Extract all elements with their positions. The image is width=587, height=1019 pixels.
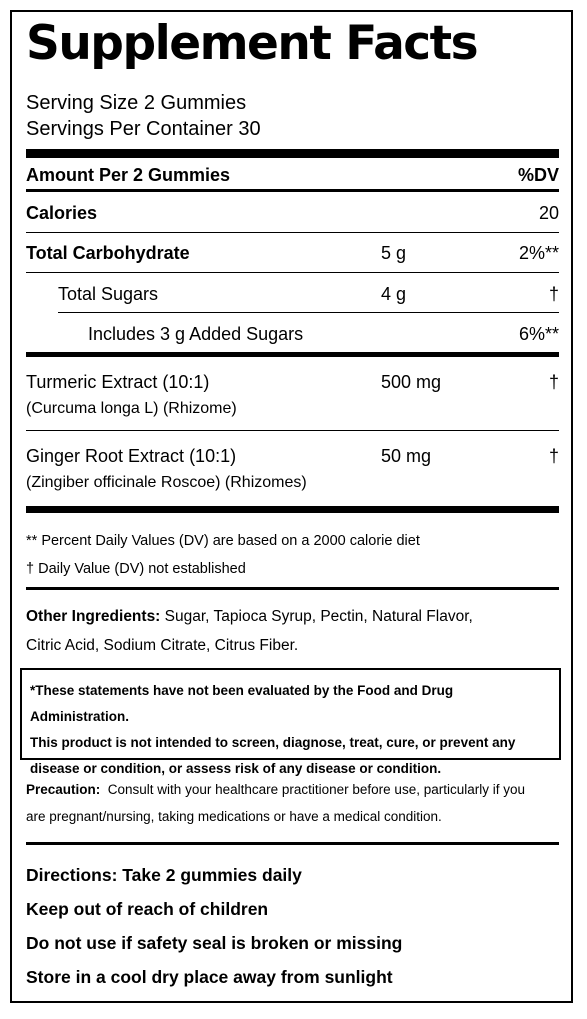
thick-divider: [26, 352, 559, 357]
thin-divider: [26, 272, 559, 273]
thin-divider: [58, 312, 559, 313]
panel-content: [26, 12, 559, 1001]
nutrient-dv: 6%**: [518, 324, 559, 344]
extract-dv: †: [548, 446, 559, 466]
nutrient-amount: 5 g: [381, 243, 407, 263]
precaution-line2: are pregnant/nursing, taking medications or have a medical condition.: [26, 809, 442, 824]
footnote-dagger: † Daily Value (DV) not established: [26, 561, 246, 577]
extract-dv: †: [548, 372, 559, 392]
fda-statement-line: This product is not intended to screen, diagnose, treat, cure, or prevent any: [30, 735, 516, 750]
nutrient-name: Calories: [26, 203, 98, 223]
extract-detail: (Zingiber officinale Roscoe) (Rhizomes): [26, 474, 307, 491]
storage-line: Keep out of reach of children: [26, 899, 269, 919]
other-ingredients-line1: Sugar, Tapioca Syrup, Pectin, Natural Flavor,: [164, 608, 473, 625]
fda-statement-box: [20, 668, 561, 776]
extract-detail: (Curcuma longa L) (Rhizome): [26, 400, 237, 417]
thin-divider: [26, 232, 559, 233]
nutrient-name: Total Carbohydrate: [26, 243, 190, 263]
extract-name: Turmeric Extract (10:1): [26, 372, 210, 392]
nutrient-name: Total Sugars: [58, 284, 159, 304]
page-title: Supplement Facts: [26, 16, 478, 71]
medium-divider: [26, 842, 559, 845]
directions-line: Directions: Take 2 gummies daily: [26, 865, 302, 885]
extract-name: Ginger Root Extract (10:1): [26, 446, 237, 466]
extract-amount: 50 mg: [381, 446, 432, 466]
medium-divider: [26, 587, 559, 590]
storage-line: Do not use if safety seal is broken or missing: [26, 933, 403, 953]
precaution-line1: Consult with your healthcare practitioner before use, particularly if you: [107, 782, 525, 797]
nutrient-dv: 20: [538, 203, 559, 223]
dv-header-label: %DV: [517, 165, 559, 185]
other-ingredients: [26, 602, 559, 660]
footnote-dv: ** Percent Daily Values (DV) are based on a 2000 calorie diet: [26, 533, 420, 549]
nutrient-dv: †: [548, 284, 559, 304]
fda-statement-line: *These statements have not been evaluated by the Food and Drug Administration.: [30, 683, 454, 724]
amount-header-label: Amount Per 2 Gummies: [26, 165, 231, 185]
serving-size: Serving Size 2 Gummies: [26, 92, 247, 114]
other-ingredients-line2: Citric Acid, Sodium Citrate, Citrus Fiber.: [26, 637, 299, 654]
nutrient-amount: 4 g: [381, 284, 407, 304]
precaution-label: Precaution:: [26, 782, 101, 797]
servings-per-container: Servings Per Container 30: [26, 118, 261, 140]
thick-divider: [26, 506, 559, 513]
thin-divider: [26, 430, 559, 431]
extract-amount: 500 mg: [381, 372, 442, 392]
nutrient-dv: 2%**: [518, 243, 559, 263]
supplement-facts-panel: [10, 10, 573, 1003]
precaution: [26, 776, 559, 830]
storage-line: Store in a cool dry place away from sunlight: [26, 967, 393, 987]
other-ingredients-label: Other Ingredients:: [26, 608, 161, 625]
fda-statement-line: disease or condition, or assess risk of any disease or condition.: [30, 761, 442, 776]
thick-divider: [26, 149, 559, 158]
nutrient-name: Includes 3 g Added Sugars: [88, 324, 304, 344]
medium-divider: [26, 189, 559, 192]
